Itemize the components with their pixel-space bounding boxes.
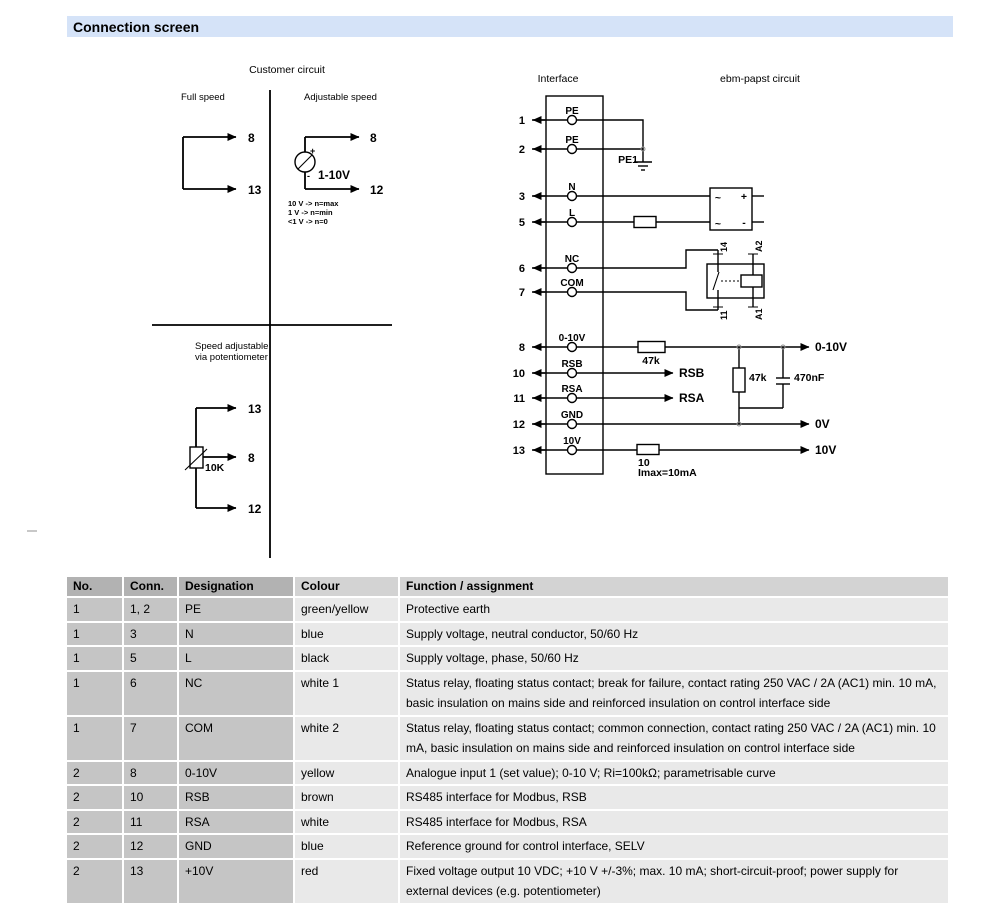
cell-conn: 7 <box>124 717 177 760</box>
cell-function: Analogue input 1 (set value); 0-10 V; Ri=100kΩ; parametrisable curve <box>400 762 948 785</box>
col-header-colour: Colour <box>295 577 398 596</box>
10v-resistor <box>637 445 659 455</box>
terminal-name-10v: 10V <box>563 436 581 447</box>
cell-colour: black <box>295 647 398 670</box>
note-nmin: 1 V -> n=min <box>288 208 333 217</box>
adjustable-speed-label: Adjustable speed <box>304 92 377 103</box>
out-10v-label: 10V <box>815 443 837 457</box>
cell-no: 1 <box>67 623 122 646</box>
table-row <box>67 598 948 621</box>
cell-no: 1 <box>67 598 122 621</box>
customer-circuit-title: Customer circuit <box>249 64 325 76</box>
cell-designation: L <box>179 647 293 670</box>
shunt-resistor <box>733 368 745 392</box>
potentiometer-circuit <box>185 341 268 516</box>
cell-colour: blue <box>295 623 398 646</box>
terminal-number-13: 13 <box>512 445 525 457</box>
shunt-resistor-label: 47k <box>749 372 767 384</box>
adjustable-speed-circuit <box>288 131 384 226</box>
table-row <box>67 835 948 858</box>
cell-designation: COM <box>179 717 293 760</box>
cell-conn: 10 <box>124 786 177 809</box>
terminal-name-com: COM <box>560 278 584 289</box>
capacitor-label: 470nF <box>794 372 825 384</box>
table-row <box>67 762 948 785</box>
terminal-number-8: 8 <box>518 342 525 354</box>
col-header-function: Function / assignment <box>400 577 948 596</box>
interface-circuit <box>513 73 847 479</box>
source-range-label: 1-10V <box>318 168 351 182</box>
connection-table <box>65 575 950 905</box>
pot-title-line2: via potentiometer <box>195 352 268 363</box>
note-n0: <1 V -> n=0 <box>288 217 328 226</box>
cell-no: 1 <box>67 647 122 670</box>
relay-terminal-a1: A1 <box>754 308 764 320</box>
terminal-number-3: 3 <box>518 191 525 203</box>
cell-conn: 5 <box>124 647 177 670</box>
cell-no: 1 <box>67 672 122 715</box>
filter-branch <box>733 345 825 426</box>
rectifier-plus: + <box>740 191 748 203</box>
plus-sign: + <box>310 146 316 156</box>
cell-colour: green/yellow <box>295 598 398 621</box>
table-row <box>67 623 948 646</box>
minus-sign: - <box>307 171 310 181</box>
relay-terminal-14: 14 <box>719 241 729 252</box>
terminal-number-6: 6 <box>518 263 525 275</box>
cell-function: Status relay, floating status contact; break for failure, contact rating 250 VAC / 2A (AC1) min. 10 mA, basic insulation on mains side and reinforced insulation on control interface side <box>400 672 948 715</box>
out-0v-label: 0V <box>815 417 830 431</box>
relay-coil <box>741 275 762 287</box>
col-header-conn: Conn. <box>124 577 177 596</box>
pin-12-label: 12 <box>370 183 384 197</box>
cell-conn: 6 <box>124 672 177 715</box>
pe1-label: PE1 <box>618 154 638 166</box>
pin-8-label: 8 <box>248 451 255 465</box>
table-row <box>67 786 948 809</box>
terminal-name-pe1: PE <box>565 106 579 117</box>
cell-no: 2 <box>67 860 122 903</box>
cell-designation: GND <box>179 835 293 858</box>
cell-conn: 1, 2 <box>124 598 177 621</box>
full-speed-circuit <box>183 131 262 197</box>
cell-colour: blue <box>295 835 398 858</box>
pot-value-label: 10K <box>205 462 225 474</box>
terminal-name-nc: NC <box>564 254 580 265</box>
terminal-numbers <box>513 115 525 457</box>
terminal-name-0-10v: 0-10V <box>558 333 586 344</box>
cell-conn: 12 <box>124 835 177 858</box>
table-row <box>67 811 948 834</box>
table-row <box>67 717 948 760</box>
note-nmax: 10 V -> n=max <box>288 199 339 208</box>
series-resistor <box>638 342 665 353</box>
terminal-number-2: 2 <box>518 144 525 156</box>
cell-designation: PE <box>179 598 293 621</box>
relay-terminal-a2: A2 <box>754 240 764 252</box>
pin-12-label: 12 <box>248 502 262 516</box>
cell-function: Fixed voltage output 10 VDC; +10 V +/-3%; max. 10 mA; short-circuit-proof; power supply for external devices (e.g. potentiometer) <box>400 860 948 903</box>
cell-designation: N <box>179 623 293 646</box>
terminal-number-12: 12 <box>512 419 525 431</box>
cell-function: Reference ground for control interface, SELV <box>400 835 948 858</box>
cell-function: Status relay, floating status contact; common connection, contact rating 250 VAC / 2A (AC1) min. 10 mA, basic insulation on mains side and reinforced insulation on control interface side <box>400 717 948 760</box>
full-speed-label: Full speed <box>181 92 225 103</box>
10v-resistor-label: 10 <box>638 457 650 469</box>
cell-no: 1 <box>67 717 122 760</box>
relay-terminal-11: 11 <box>719 310 729 320</box>
pot-title-line1: Speed adjustable <box>195 341 269 352</box>
col-header-designation: Designation <box>179 577 293 596</box>
terminal-number-1: 1 <box>518 115 525 127</box>
cell-conn: 8 <box>124 762 177 785</box>
cell-function: Supply voltage, neutral conductor, 50/60 Hz <box>400 623 948 646</box>
pin-8-label: 8 <box>248 131 255 145</box>
out-rsb-label: RSB <box>679 366 705 380</box>
terminal-name-pe2: PE <box>565 135 579 146</box>
table-header-row <box>67 577 948 596</box>
cell-colour: yellow <box>295 762 398 785</box>
cell-colour: white 1 <box>295 672 398 715</box>
cell-no: 2 <box>67 835 122 858</box>
terminal-name-rsa: RSA <box>561 384 583 395</box>
terminal-number-7: 7 <box>518 287 525 299</box>
potentiometer-symbol <box>190 447 203 468</box>
page-title: Connection screen <box>73 18 200 35</box>
rectifier-ac-top: ~ <box>714 192 722 204</box>
cell-conn: 3 <box>124 623 177 646</box>
pin-13-label: 13 <box>248 183 262 197</box>
cell-colour: white 2 <box>295 717 398 760</box>
table-row <box>67 672 948 715</box>
cell-designation: NC <box>179 672 293 715</box>
cell-designation: +10V <box>179 860 293 903</box>
pin-8-label: 8 <box>370 131 377 145</box>
interface-title: Interface <box>537 73 579 85</box>
cell-designation: RSB <box>179 786 293 809</box>
out-0-10v-label: 0-10V <box>815 340 848 354</box>
cell-colour: white <box>295 811 398 834</box>
col-header-no: No. <box>67 577 122 596</box>
terminal-arrows <box>533 120 545 450</box>
10v-resistor-note: Imax=10mA <box>638 467 697 479</box>
cell-colour: red <box>295 860 398 903</box>
cell-no: 2 <box>67 762 122 785</box>
table-row <box>67 860 948 903</box>
cell-function: Protective earth <box>400 598 948 621</box>
cell-function: RS485 interface for Modbus, RSA <box>400 811 948 834</box>
terminal-number-11: 11 <box>513 393 525 405</box>
out-rsa-label: RSA <box>679 391 705 405</box>
cell-no: 2 <box>67 786 122 809</box>
customer-circuit <box>27 64 392 558</box>
rectifier-minus: - <box>742 217 746 229</box>
relay-symbol <box>707 240 764 320</box>
cell-function: Supply voltage, phase, 50/60 Hz <box>400 647 948 670</box>
cell-function: RS485 interface for Modbus, RSB <box>400 786 948 809</box>
rectifier-symbol <box>710 188 764 230</box>
terminal-name-rsb: RSB <box>561 359 583 370</box>
terminal-name-l: L <box>568 208 576 219</box>
ebm-papst-title: ebm-papst circuit <box>720 73 800 85</box>
terminal-name-n: N <box>568 182 576 193</box>
terminal-number-10: 10 <box>512 368 525 380</box>
table-row <box>67 647 948 670</box>
cell-conn: 13 <box>124 860 177 903</box>
series-resistor-label: 47k <box>642 355 660 367</box>
terminal-name-gnd: GND <box>560 410 584 421</box>
cell-designation: 0-10V <box>179 762 293 785</box>
mains-fuse <box>634 217 656 228</box>
pin-13-label: 13 <box>248 402 262 416</box>
cell-colour: brown <box>295 786 398 809</box>
rectifier-ac-bottom: ~ <box>714 218 722 230</box>
terminal-number-5: 5 <box>518 217 525 229</box>
cell-designation: RSA <box>179 811 293 834</box>
cell-conn: 11 <box>124 811 177 834</box>
cell-no: 2 <box>67 811 122 834</box>
